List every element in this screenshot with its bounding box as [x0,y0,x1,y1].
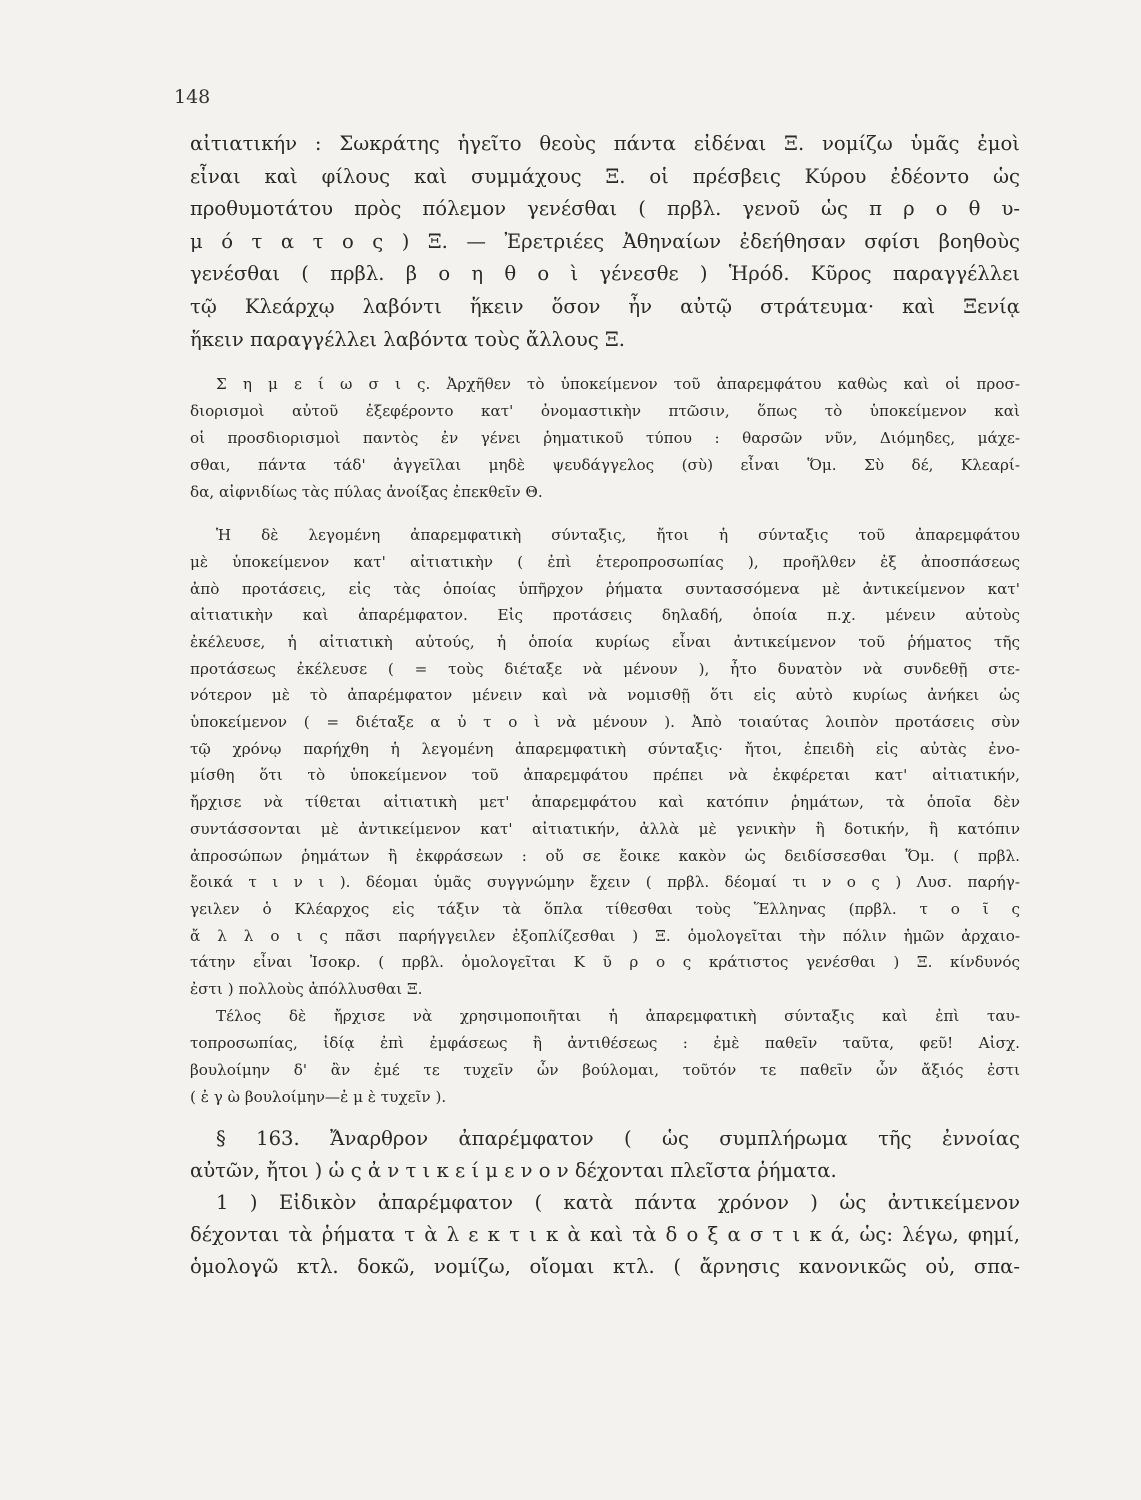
text-line: συντάσσονται μὲ ἀντικείμενον κατ' αἰτιατικήν, ἀλλὰ μὲ γενικὴν ἢ δοτικήν, ἢ κατόπιν [190,819,1020,838]
text-line: ἔοικά τ ι ν ι ). δέομαι ὑμᾶς συγγνώμην ἔχειν ( πρβλ. δέομαί τι ν ο ς ) Λυσ. παρήγ- [190,873,1020,892]
text-line: τοπροσωπίας, ἰδίᾳ ἐπὶ ἐμφάσεως ἢ ἀντιθέσεως : ἐμὲ παθεῖν ταῦτα, φεῦ! Αἰσχ. [190,1033,1020,1052]
text-line: ὁμολογῶ κτλ. δοκῶ, νομίζω, οἴομαι κτλ. ( ἄρνησις κανονικῶς οὐ, σπα- [190,1254,1020,1278]
text-line: ἐκέλευσε, ἡ αἰτιατικὴ αὐτούς, ἡ ὁποία κυρίως εἶναι ἀντικείμενον τοῦ ῥήματος τῆς [190,632,1020,651]
text-line: τῷ χρόνῳ παρήχθη ἡ λεγομένη ἀπαρεμφατικὴ σύνταξις· ἤτοι, ἐπειδὴ εἰς αὐτὰς ἐνο- [190,739,1020,758]
text-line: γειλεν ὁ Κλέαρχος εἰς τάξιν τὰ ὅπλα τίθεσθαι τοὺς Ἕλληνας (πρβλ. τ ο ῖ ς [190,900,1020,918]
text-line: ( ἐ γ ὼ βουλοίμην—ἐ μ ὲ τυχεῖν ). [190,1087,447,1106]
text-line: διορισμοὶ αὐτοῦ ἐξεφέροντο κατ' ὀνομαστικὴν πτῶσιν, ὅπως τὸ ὑποκείμενον καὶ [190,402,1020,421]
text-line: προθυμοτάτου πρὸς πόλεμον γενέσθαι ( πρβλ. γενοῦ ὡς π ρ ο θ υ- [190,197,1020,221]
text-line: ἄ λ λ ο ι ς πᾶσι παρήγγειλεν ἐξοπλίζεσθαι ) Ξ. ὁμολογεῖται τὴν πόλιν ἡμῶν ἀρχαιο- [190,926,1020,945]
paragraph-examples [190,128,1020,356]
text-line: ἥκειν παραγγέλλει λαβόντα τοὺς ἄλλους Ξ. [190,327,626,351]
text-line: ὑποκείμενον ( = διέταξε α ὐ τ ο ὶ νὰ μένουν ). Ἀπὸ τοιαύτας λοιπὸν προτάσεις σὺν [190,713,1020,732]
text-line: ἐστι ) πολλοὺς ἀπόλλυσθαι Ξ. [190,980,423,999]
paragraph-note [190,371,1020,506]
text-line: 1 ) Εἰδικὸν ἀπαρέμφατον ( κατὰ πάντα χρόνον ) ὡς ἀντικείμενον [216,1190,1020,1214]
text-line: δα, αἰφνιδίως τὰς πύλας ἀνοίξας ἐπεκθεῖν Θ. [190,483,543,502]
paragraph-syntax [190,522,1020,1003]
text-line: δέχονται τὰ ῥήματα τ ὰ λ ε κ τ ι κ ὰ καὶ τὰ δ ο ξ α σ τ ι κ ά, ὡς: λέγω, φημί, [190,1222,1020,1246]
text-line: προτάσεως ἐκέλευσε ( = τοὺς διέταξε νὰ μένουν ), ἦτο δυνατὸν νὰ συνδεθῇ στε- [190,659,1020,678]
text-line: νότερον μὲ τὸ ἀπαρέμφατον μένειν καὶ νὰ νομισθῇ ὅτι εἰς αὐτὸ κυρίως ἀνήκει ὡς [190,686,1020,705]
text-line: Σ η μ ε ί ω σ ι ς. Ἀρχῆθεν τὸ ὑποκείμενον τοῦ ἀπαρεμφάτου καθὼς καὶ οἱ προσ- [216,375,1020,394]
section-163 [190,1123,1020,1283]
text-line: τάτην εἶναι Ἰσοκρ. ( πρβλ. ὁμολογεῖται Κ ῦ ρ ο ς κράτιστος γενέσθαι ) Ξ. κίνδυνός [190,953,1020,972]
text-line: βουλοίμην δ' ἂν ἐμέ τε τυχεῖν ὧν βούλομαι, τοῦτόν τε παθεῖν ὧν ἄξιός ἐστι [190,1060,1020,1079]
text-line: ἀπὸ προτάσεις, εἰς τὰς ὁποίας ὑπῆρχον ῥήματα συντασσόμενα μὲ ἀντικείμενον κατ' [190,579,1020,598]
text-line: ἤρχισε νὰ τίθεται αἰτιατικὴ μετ' ἀπαρεμφάτου καὶ κατόπιν ῥημάτων, τὰ ὁποῖα δὲν [190,793,1020,812]
text-line: μὲ ὑποκείμενον κατ' αἰτιατικὴν ( ἐπὶ ἑτεροπροσωπίας ), προῆλθεν ἐξ ἀποσπάσεως [190,552,1020,571]
paragraph-identity [190,1003,1020,1111]
text-line: οἱ προσδιορισμοὶ παντὸς ἐν γένει ῥηματικοῦ τύπου : θαρσῶν νῦν, Διόμηδες, μάχε- [190,429,1020,448]
text-line: εἶναι καὶ φίλους καὶ συμμάχους Ξ. οἱ πρέσβεις Κύρου ἐδέοντο ὡς [190,164,1020,188]
body-text [190,128,1020,1283]
text-line: αἰτιατικὴν καὶ ἀπαρέμφατον. Εἰς προτάσεις δηλαδή, ὁποία π.χ. μένειν αὐτοὺς [190,606,1020,625]
text-line: μ ό τ α τ ο ς ) Ξ. — Ἐρετριέες Ἀθηναίων ἐδεήθησαν σφίσι βοηθοὺς [190,229,1020,253]
text-line: αἰτιατικήν : Σωκράτης ἡγεῖτο θεοὺς πάντα εἰδέναι Ξ. νομίζω ὑμᾶς ἐμοὶ [190,132,1020,155]
text-line: αὐτῶν, ἤτοι ) ὡ ς ἀ ν τ ι κ ε ί μ ε ν ο ν δέχονται πλεῖστα ῥήματα. [190,1158,837,1182]
text-line: γενέσθαι ( πρβλ. β ο η θ ο ὶ γένεσθε ) Ἡρόδ. Κῦρος παραγγέλλει [190,262,1020,286]
section-heading: § 163. Ἄναρθρον ἀπαρέμφατον ( ὡς συμπλήρωμα τῆς ἐννοίας [216,1126,1020,1150]
text-line: Τέλος δὲ ἤρχισε νὰ χρησιμοποιῆται ἡ ἀπαρεμφατικὴ σύνταξις καὶ ἐπὶ ταυ- [216,1006,1020,1025]
text-line: ἀπροσώπων ῥημάτων ἢ ἐκφράσεων : οὔ σε ἔοικε κακὸν ὡς δειδίσσεσθαι Ὅμ. ( πρβλ. [190,846,1020,865]
text-line: τῷ Κλεάρχῳ λαβόντι ἥκειν ὅσον ἦν αὐτῷ στράτευμα· καὶ Ξενίᾳ [190,294,1020,318]
page-number: 148 [174,86,211,108]
text-line: μίσθη ὅτι τὸ ὑποκείμενον τοῦ ἀπαρεμφάτου πρέπει νὰ ἐκφέρεται κατ' αἰτιατικήν, [190,766,1020,785]
text-line: Ἡ δὲ λεγομένη ἀπαρεμφατικὴ σύνταξις, ἤτοι ἡ σύνταξις τοῦ ἀπαρεμφάτου [216,526,1020,545]
text-line: σθαι, πάντα τάδ' ἀγγεῖλαι μηδὲ ψευδάγγελος (σὺ) εἶναι Ὅμ. Σὺ δέ, Κλεαρί- [190,456,1020,475]
